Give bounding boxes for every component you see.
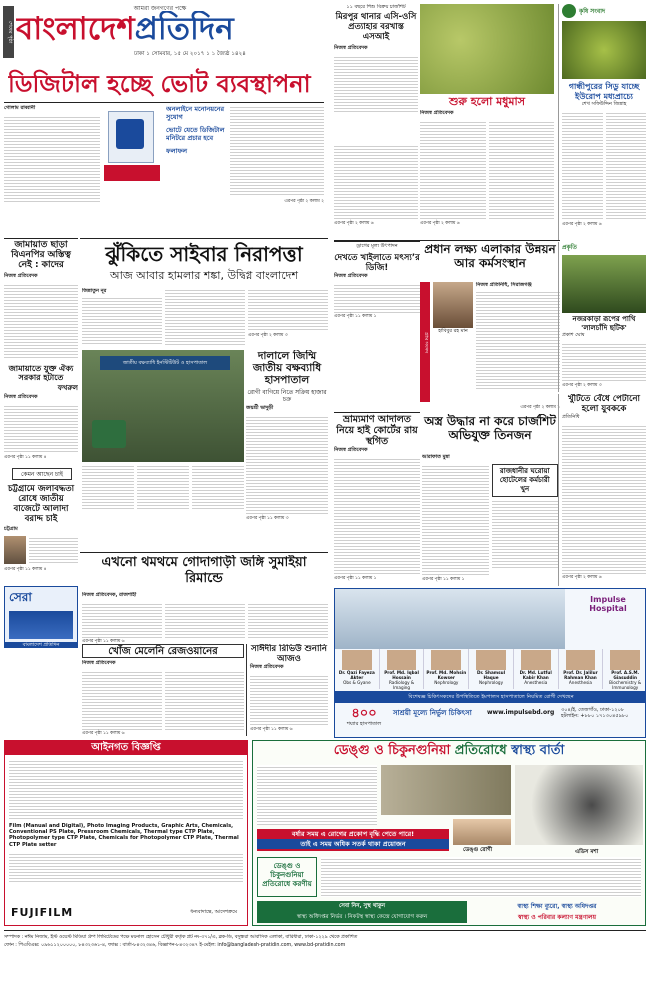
mirpur-cont: এরপর পৃষ্ঠা ২ কলাম ৬ xyxy=(334,221,374,226)
arms-cont: এরপর পৃষ্ঠা ১১ কলাম ১ xyxy=(422,577,465,582)
pm-side-label: গ্রাম সংসদ xyxy=(420,282,430,402)
lemon-photo xyxy=(562,21,646,79)
hospital-photo xyxy=(82,350,244,462)
doctor-spec: Nephrology xyxy=(434,680,459,685)
sera-label: বাংলাদেশ প্রতিদিন xyxy=(5,642,77,648)
legal-notice-signatory: ধন্যবাদান্তে, আদেশক্রমে xyxy=(190,909,237,915)
legal-notice-title: আইনগত বিজ্ঞপ্তি xyxy=(5,741,247,755)
lead-story-col1 xyxy=(4,105,100,203)
info-item-3: ফলাফল xyxy=(166,147,188,155)
arms-headline: অস্ত্র উদ্ধার না করে চার্জশিট অভিযুক্ত তিনজন xyxy=(424,414,556,442)
bird-story xyxy=(558,242,646,392)
bird-cont: এরপর পৃষ্ঠা ২ কলাম ৩ xyxy=(562,383,602,388)
youth-story xyxy=(558,394,646,586)
mirpur-headline: মিরপুর থানার এসি-ওসি প্রত্যাহার বরখাস্ত এসআই xyxy=(335,12,417,42)
dengue-intro-text xyxy=(257,765,377,825)
drug-kicker: ড্রাগের মূল্য উৎপাদন xyxy=(356,243,398,249)
dengue-ad xyxy=(252,740,646,926)
youth-cont: এরপর পৃষ্ঠা ২ কলাম ৬ xyxy=(562,575,602,580)
mosquito-image xyxy=(515,765,643,845)
dateline: ঢাকা ১ সোমবার, ১৫ মে ২০১৭ ১ ১ জ্যৈষ্ঠ ১৪২৪ xyxy=(134,51,246,57)
tagline: আমরা জনগণের পক্ষে xyxy=(133,5,187,12)
youth-headline: খুঁটিতে বেঁধে পেটানো হলো যুবককে xyxy=(568,394,640,414)
mirpur-cont-col xyxy=(334,144,418,240)
dengue-ribbon: বর্ষার সময় এ রোগের প্রকোপ বৃদ্ধি পেতে পারে! তাই এ সময় অধিক সতর্ক থাকা প্রয়োজন xyxy=(257,829,449,851)
doctor-spec: Biochemistry & Immunology xyxy=(609,680,642,690)
pm-byline: নিজস্ব প্রতিনিধি, সিরাজগঞ্জ xyxy=(476,282,532,288)
story-chattogram-cont: এরপর পৃষ্ঠা ১১ কলাম ৪ xyxy=(4,567,47,572)
court-story xyxy=(334,414,420,586)
sumaiya-story xyxy=(82,592,328,644)
legal-notice xyxy=(4,740,248,926)
side-label-tab: শেষের পৃষ্ঠা xyxy=(3,6,14,58)
cyber-subhead: আজ আবার হামলার শঙ্কা, উদ্বিগ্ন বাংলাদেশ xyxy=(110,269,298,282)
mango-photo xyxy=(420,4,554,94)
drug-story xyxy=(334,243,420,323)
author-photo xyxy=(4,536,26,564)
mirpur-kicker: ১১ বছরে শিশু বিক্রয় চার্জশিট xyxy=(346,4,406,10)
info-item-1: অনলাইনে মনোনয়নের সুযোগ xyxy=(166,105,225,121)
broker-kicker: রোগী বাগিয়ে নিতে সক্রিয় হাজার চক্র xyxy=(247,389,327,403)
story-jamaat-byline: নিজস্ব প্রতিবেদক xyxy=(4,273,38,279)
bird-byline: প্রকাশ ঘোষ xyxy=(562,332,585,338)
lead-info-list xyxy=(166,105,226,185)
story-jamaat-headline: জামায়াত ছাড়া বিএনপির অস্তিত্ব নেই : কাদের xyxy=(11,240,71,270)
pm-person-name: হাবিবুর রহ মান xyxy=(438,328,468,334)
doctor-spec: Obs & Gyane xyxy=(343,680,371,685)
story-alliance-sub: ফখরুল xyxy=(57,384,78,392)
pm-story xyxy=(420,282,560,402)
court-headline: ভ্রাম্যমাণ আদালত নিয়ে হাই কোর্টের রায় স্থগিত xyxy=(336,414,418,447)
lead-continued: এরপর পৃষ্ঠা ২ কলাম ২ xyxy=(284,199,324,204)
newspaper-logo: বাংলাদেশপ্রতিদিন xyxy=(16,11,234,47)
masthead xyxy=(0,0,320,64)
dengue-footer-band: সেবা নিন, সুস্থ থাকুন স্বাস্থ্য অধিদপ্তর নির্ভর । নিকটস্থ স্বাস্থ্য কেন্দ্রে যোগাযোগ করুন xyxy=(257,901,467,923)
dengue-prevention-list xyxy=(321,857,641,897)
doctor-name: Prof. Dr. Jalilur Rahman Khan xyxy=(563,670,598,680)
imprint-line-1: সম্পাদক : নঈম নিজাম, ইস্ট ওয়েস্ট মিডিয়া গ্রুপ লিমিটেডের পক্ষে ময়নাল হোসেন চৌধুরী কর্তৃক প্লট নং-৩৭১/এ, ব্লক-ডি, বসুন্ধরা আবাসিক এলাকা, বারিধারা, ঢাকা-১২২৯ থেকে প্রকাশিত xyxy=(4,935,358,940)
impulse-beds-label: শয্যার হাসপাতাল xyxy=(346,721,382,727)
feature-tag: কেমন আছেন চাই xyxy=(12,468,72,480)
court-cont: এরপর পৃষ্ঠা ১১ কলাম ১ xyxy=(334,576,377,581)
sera-ad xyxy=(4,586,78,648)
story-chattogram-headline: চট্টগ্রামে জলাবদ্ধতা রোধে জাতীয় বাজেটে আলাদা বরাদ্দ চাই xyxy=(7,484,75,524)
sera-brand: সেরা xyxy=(9,590,32,604)
story-alliance-cont: এরপর পৃষ্ঠা ১১ কলাম ৪ xyxy=(4,455,47,460)
dengue-patient-label: ডেঙ্গু রোগী xyxy=(463,847,493,853)
broker-story xyxy=(246,350,328,550)
drug-headline: দেখতে খাইলাতে মৎস্য’র ডিজি! xyxy=(334,253,420,273)
hospital-building-image xyxy=(335,589,565,649)
pm-headline: প্রধান লক্ষ্য এলাকার উন্নয়ন আর কর্মসংস্থান xyxy=(424,242,556,270)
agri-cont: এরপর পৃষ্ঠা ২ কলাম ৬ xyxy=(562,222,602,227)
mosquito-label: এডিস মশা xyxy=(575,849,599,855)
drug-byline: নিজস্ব প্রতিবেদক xyxy=(334,273,368,279)
sumaiya-cont: এরপর পৃষ্ঠা ১১ কলাম ৬ xyxy=(82,639,125,644)
impulse-brand: Impulse Hospital xyxy=(589,595,627,613)
agri-icon xyxy=(562,4,576,18)
impulse-beds: ৪০০ xyxy=(351,706,377,721)
impulse-web-link[interactable]: www.impulsebd.org xyxy=(487,709,555,716)
agri-story xyxy=(558,4,646,240)
court-byline: নিজস্ব প্রতিবেদক xyxy=(334,447,368,453)
bird-headline: নজরকাড়া রূপের পাখি 'লালচাঁদি ছটিক' xyxy=(572,315,636,332)
doctor-name: Dr. Shamsul Haque xyxy=(476,670,506,680)
broker-cont: এরপর পৃষ্ঠা ১১ কলাম ৩ xyxy=(246,516,289,521)
agri-headline: গান্ধীপুরের সিডু যাচ্ছে ইউরোপ মধ্যপ্রাচ্যে xyxy=(568,82,640,101)
doctor-spec: Anesthesia xyxy=(568,680,592,685)
story-chattogram xyxy=(4,484,78,582)
bird-photo xyxy=(562,255,646,313)
imprint-line-2: ফোন : পিএবিএক্স: ০৯৬১১২০০০০০, ৮৪৩২৩৬১-৪, ফ্যাক্স : বার্তা-৮৪৩২৩৪৬, বিজ্ঞাপন-৮৪৩২৩৪৭ ই-মেইল: info@bangladesh-pratidin.com, www.bd-pratidin.com xyxy=(4,943,346,948)
info-item-2: ভোটে যেতে ডিজিটাল মনিটরে প্রচার হবে xyxy=(166,126,225,142)
doctor-name: Prof. Md. Mohsin Kowser xyxy=(426,670,467,680)
sayedee-byline: নিজস্ব প্রতিবেদক xyxy=(250,664,284,670)
rezwan-headline: খোঁজ মেলেনি রেজওয়ানের xyxy=(82,644,244,658)
broker-byline: জয়শ্রী ভাদুড়ী xyxy=(246,405,274,411)
legal-notice-highlight: Film (Manual and Digital), Photo Imaging Products, Graphic Arts, Chemicals, Conventional PS Plate, Pressroom Chemicals, Thermal type CTP Plate, Photopolymer type CTP Plate, Chemicals for Photopolymer CTP Plate, Thermal CTP Plate setter xyxy=(9,823,239,848)
broker-headline: দালালে জিম্মি জাতীয় বক্ষব্যাধি হাসপাতাল xyxy=(252,350,322,386)
mango-byline: নিজস্ব প্রতিবেদক xyxy=(420,110,454,116)
mango-story xyxy=(420,110,554,236)
lead-byline: গোলাম রাব্বানী xyxy=(4,105,36,111)
cyber-story xyxy=(82,288,328,348)
imprint-footer xyxy=(4,934,646,974)
lead-headline: ডিজিটাল হচ্ছে ভোট ব্যবস্থাপনা xyxy=(8,70,311,98)
sumaiya-byline: নিজস্ব প্রতিবেদক, রাজশাহী xyxy=(82,592,137,598)
dengue-breeding-image xyxy=(381,765,511,815)
pm-cont: এরপর পৃষ্ঠা ২ কলাম ১ xyxy=(520,405,560,410)
arms-boxed-headline: রাজধানীর ঘরোয়া হোটেলের কর্মচারী খুন xyxy=(492,464,559,497)
impulse-address: ৩০৪/ই, তেজগাঁও, ঢাকা-১২০৮ xyxy=(561,707,625,713)
lead-graphic xyxy=(102,105,162,185)
fujifilm-logo: FUJIFILM xyxy=(11,906,74,919)
doctor-name: Dr. Qazi Fayeza Akter xyxy=(338,670,375,680)
mirpur-story xyxy=(334,4,418,144)
doctor-list xyxy=(335,649,646,689)
doctor-spec: Nephrology xyxy=(478,680,504,685)
story-chattogram-byline: চট্টগ্রাম xyxy=(4,526,18,532)
sayedee-headline: সাঈদীর রিভিউ শুনানি আজও xyxy=(251,644,327,664)
rezwan-byline: নিজস্ব প্রতিবেদক xyxy=(82,660,116,666)
youth-byline: প্রতিনিধি xyxy=(562,414,580,420)
story-jamaat-bnp xyxy=(4,240,78,360)
hospital-sign: জাতীয় বক্ষব্যাধি ইনস্টিটিউট ও হাসপাতাল xyxy=(100,356,230,370)
story-alliance-byline: নিজস্ব প্রতিবেদক xyxy=(4,394,38,400)
lead-story-col3 xyxy=(230,105,324,197)
dengue-prevention-title: ডেঙ্গু ও চিকুনগুনিয়া প্রতিরোধে করণীয় xyxy=(257,857,317,897)
mango-caption: শুরু হলো মধুমাস xyxy=(449,95,525,108)
impulse-phone: হটলাইন: +৮৮০ ১৭১৩০৪৫৯৮০ xyxy=(561,713,629,719)
mirpur-byline: নিজস্ব প্রতিবেদক xyxy=(334,45,368,51)
doctor-name: Prof. A.S.M. Giasuddin xyxy=(611,670,640,680)
arms-story xyxy=(422,454,558,586)
cyber-byline-1: জিন্নাতুন নূর xyxy=(82,288,107,294)
sumaiya-headline: এখনো থমথমে গোদাগাড়ী জঙ্গি সুমাইয়া রিমান্ডে xyxy=(101,555,307,586)
story-alliance-headline: জামায়াতে যুক্ত ঐক্য সরকার হটাতে xyxy=(8,364,74,382)
rezwan-cont: এরপর পৃষ্ঠা ১১ কলাম ৬ xyxy=(82,731,125,736)
doctor-spec: Radiology & Imaging xyxy=(388,680,415,690)
impulse-hospital-ad xyxy=(334,588,646,738)
agri-section: কৃষি সংবাদ xyxy=(579,7,606,15)
broker-story-cols xyxy=(82,464,244,510)
impulse-banner: বিশেষজ্ঞ চিকিৎসকদের উপস্থিতিতে ইমপালস হাসপাতালে নিয়মিত রোগী দেখছেন xyxy=(335,691,646,703)
dengue-title: ডেঙ্গু ও চিকুনগুনিয়া প্রতিরোধে স্বাস্থ্য বার্তা xyxy=(333,743,565,758)
story-alliance xyxy=(4,364,78,464)
dengue-sponsor: স্বাস্থ্য শিক্ষা ব্যুরো, স্বাস্থ্য অধিদপ্তর স্বাস্থ্য ও পরিবার কল্যাণ মন্ত্রণালয় xyxy=(517,903,597,921)
agri-byline: শেখ সফিউদ্দিন জিন্নাহ xyxy=(581,101,627,107)
cyber-headline: ঝুঁকিতে সাইবার নিরাপত্তা xyxy=(105,242,303,266)
doctor-name: Dr. Md. Lutful Kabir Khan xyxy=(519,670,552,680)
sayedee-cont: এরপর পৃষ্ঠা ১১ কলাম ৬ xyxy=(250,727,293,732)
arms-byline: আরাফাত মুন্না xyxy=(422,454,450,460)
drug-cont: এরপর পৃষ্ঠা ১১ কলাম ১ xyxy=(334,314,377,319)
impulse-tagline: সাশ্রয়ী মূল্যে নির্ভুল চিকিৎসা xyxy=(393,709,472,717)
doctor-name: Prof. Md. Iqbal Hossain xyxy=(384,670,419,680)
pm-person-photo xyxy=(433,282,473,328)
sayedee-story xyxy=(246,644,328,736)
rezwan-story xyxy=(82,660,244,736)
mango-cont: এরপর পৃষ্ঠা ২ কলাম ৬ xyxy=(420,221,460,226)
doctor-spec: Anesthesia xyxy=(524,680,548,685)
bird-section: প্রকৃতি xyxy=(562,244,577,251)
dengue-patient-image xyxy=(453,819,511,845)
cyber-cont: এরপর পৃষ্ঠা ২ কলাম ৩ xyxy=(248,333,288,338)
